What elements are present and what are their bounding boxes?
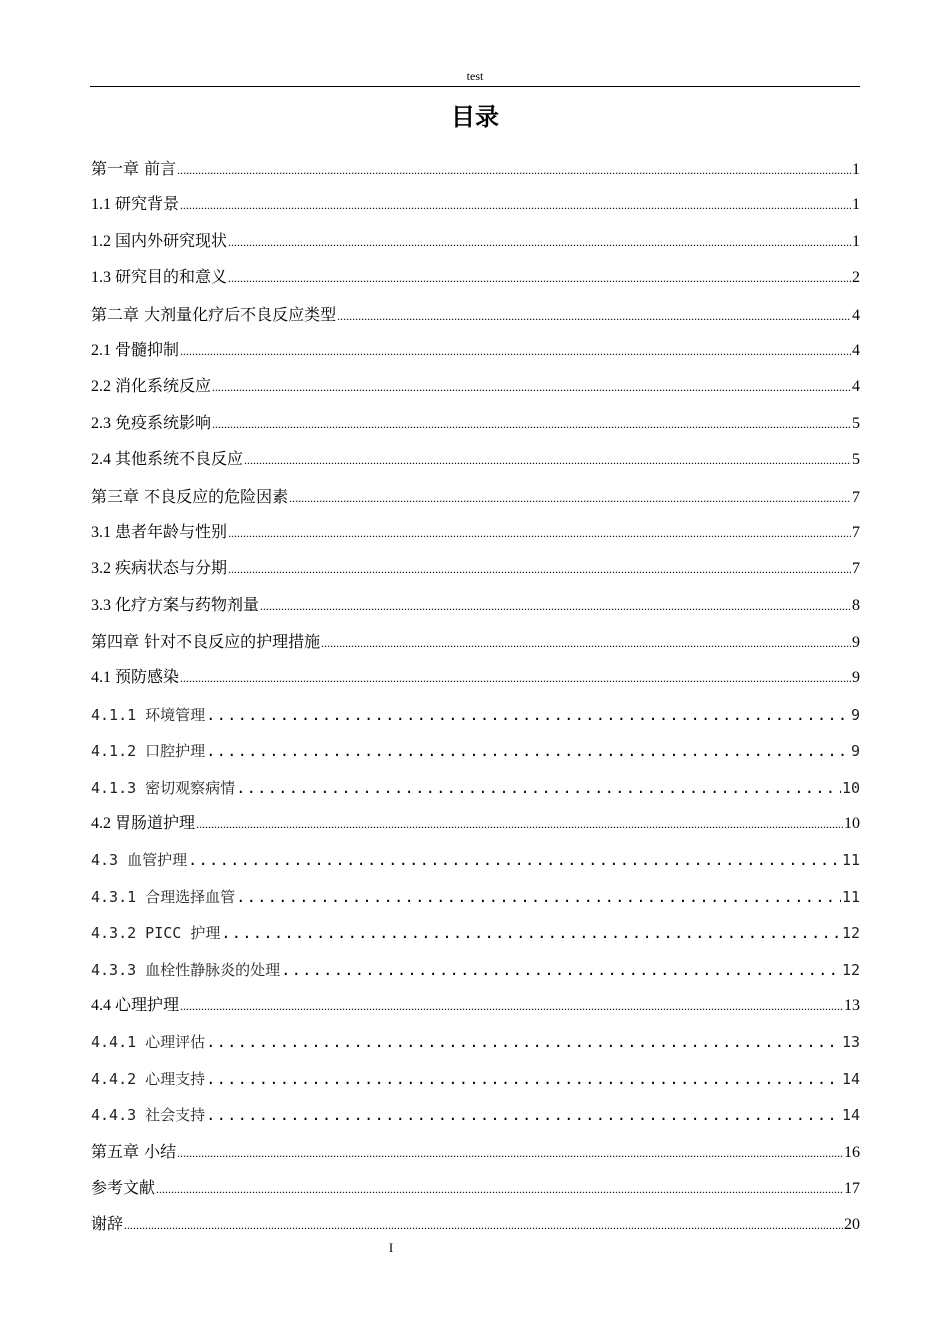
toc-entry[interactable] — [91, 952, 860, 988]
toc-entry[interactable] — [91, 151, 860, 187]
toc-entry[interactable] — [91, 624, 860, 660]
toc-entry-page[interactable]: 17 — [844, 1179, 860, 1197]
toc-entry-page[interactable]: 4 — [852, 341, 860, 359]
toc-entry-page[interactable]: 10 — [844, 815, 860, 833]
toc-dot-leader — [260, 588, 851, 624]
toc-entry-label[interactable]: 3.1 患者年龄与性别 — [91, 523, 228, 541]
toc-entry-page[interactable]: 14 — [841, 1069, 860, 1088]
toc-entry-page[interactable]: 13 — [841, 1033, 860, 1052]
toc-dot-leader — [206, 1024, 841, 1060]
toc-entry-label[interactable]: 4.3 血管护理 — [91, 851, 188, 870]
toc-dot-leader — [337, 298, 851, 334]
toc-dot-leader — [180, 187, 851, 223]
toc-entry[interactable] — [91, 988, 860, 1024]
toc-dot-leader — [188, 842, 841, 878]
toc-entry-label[interactable]: 4.4.2 心理支持 — [91, 1069, 206, 1088]
toc-entry-page[interactable]: 5 — [852, 414, 860, 432]
toc-entry-page[interactable]: 5 — [852, 451, 860, 469]
toc-entry-label[interactable]: 谢辞 — [91, 1214, 124, 1234]
toc-dot-leader — [228, 224, 851, 260]
toc-entry-page[interactable]: 9 — [850, 705, 860, 724]
toc-entry[interactable] — [91, 333, 860, 369]
toc-dot-leader — [177, 152, 851, 188]
toc-entry-label[interactable]: 4.1.2 口腔护理 — [91, 742, 206, 761]
toc-entry[interactable] — [91, 697, 860, 733]
toc-entry[interactable] — [91, 842, 860, 878]
toc-entry-page[interactable]: 1 — [852, 161, 860, 178]
toc-entry-label[interactable]: 2.1 骨髓抑制 — [91, 341, 180, 359]
toc-entry-label[interactable]: 4.3.1 合理选择血管 — [91, 887, 236, 906]
toc-entry-page[interactable]: 11 — [841, 851, 860, 870]
toc-entry-label[interactable]: 第二章 大剂量化疗后不良反应类型 — [91, 304, 337, 324]
toc-entry-label[interactable]: 4.3.3 血栓性静脉炎的处理 — [91, 960, 281, 979]
toc-entry-page[interactable]: 1 — [852, 232, 860, 250]
toc-entry-label[interactable]: 2.2 消化系统反应 — [91, 378, 212, 396]
toc-entry-label[interactable]: 1.1 研究背景 — [91, 196, 180, 214]
toc-entry[interactable] — [91, 770, 860, 806]
toc-dot-leader — [321, 625, 851, 661]
toc-title: 目录 — [451, 103, 499, 131]
toc-dot-leader — [206, 1097, 841, 1133]
toc-entry[interactable] — [91, 406, 860, 442]
toc-entry-page[interactable]: 11 — [841, 887, 860, 906]
toc-dot-leader — [228, 260, 851, 296]
toc-entry[interactable] — [91, 187, 860, 223]
toc-entry-page[interactable]: 10 — [841, 778, 860, 797]
toc-dot-leader — [124, 1207, 843, 1243]
toc-entry[interactable] — [91, 1061, 860, 1097]
toc-entry[interactable] — [91, 660, 860, 696]
toc-dot-leader — [236, 770, 841, 806]
toc-entry[interactable] — [91, 915, 860, 951]
toc-entry[interactable] — [91, 733, 860, 769]
page-header: test — [466, 69, 484, 83]
toc-dot-leader — [228, 515, 851, 551]
toc-entry-page[interactable]: 12 — [841, 960, 860, 979]
toc-dot-leader — [156, 1171, 843, 1207]
toc-entry[interactable] — [91, 442, 860, 478]
toc-entry-label[interactable]: 4.1.1 环境管理 — [91, 705, 206, 724]
toc-entry-page[interactable]: 14 — [841, 1106, 860, 1125]
toc-entry-page[interactable]: 7 — [852, 523, 860, 541]
toc-entry[interactable] — [91, 879, 860, 915]
toc-entry-label[interactable]: 4.1.3 密切观察病情 — [91, 778, 236, 797]
toc-dot-leader — [177, 1135, 843, 1171]
toc-entry-page[interactable]: 16 — [844, 1143, 860, 1161]
toc-dot-leader — [228, 551, 851, 587]
toc-entry[interactable] — [91, 1097, 860, 1133]
toc-entry-label[interactable]: 4.4 心理护理 — [91, 996, 180, 1014]
toc-entry-page[interactable]: 8 — [852, 596, 860, 614]
toc-entry-label[interactable]: 3.3 化疗方案与药物剂量 — [91, 596, 260, 614]
toc-entry-page[interactable]: 7 — [852, 560, 860, 578]
toc-entry[interactable] — [91, 479, 860, 515]
toc-entry-page[interactable]: 7 — [852, 488, 860, 506]
toc-entry-label[interactable]: 2.4 其他系统不良反应 — [91, 451, 244, 469]
toc-dot-leader — [236, 879, 841, 915]
toc-entry-page[interactable]: 4 — [852, 306, 860, 324]
toc-entry[interactable] — [91, 1024, 860, 1060]
toc-entry-page[interactable]: 20 — [844, 1216, 860, 1234]
toc-dot-leader — [281, 952, 841, 988]
toc-entry-page[interactable]: 12 — [841, 924, 860, 943]
toc-entry-page[interactable]: 9 — [852, 634, 860, 652]
toc-dot-leader — [212, 406, 851, 442]
toc-entry-label[interactable]: 2.3 免疫系统影响 — [91, 414, 212, 432]
toc-entry-label[interactable]: 第三章 不良反应的危险因素 — [91, 486, 289, 506]
header-rule — [90, 86, 860, 87]
toc-entry[interactable] — [91, 515, 860, 551]
toc-entry-label[interactable]: 第五章 小结 — [91, 1141, 177, 1161]
toc-dot-leader — [180, 333, 851, 369]
toc-entry-label[interactable]: 1.2 国内外研究现状 — [91, 232, 228, 250]
toc-entry-label[interactable]: 4.4.1 心理评估 — [91, 1033, 206, 1052]
toc-entry-label[interactable]: 参考文献 — [91, 1177, 156, 1197]
page-number: I — [388, 1240, 394, 1255]
toc-entry[interactable] — [91, 297, 860, 333]
toc-dot-leader — [212, 369, 851, 405]
toc-dot-leader — [180, 660, 851, 696]
toc-entry[interactable] — [91, 1134, 860, 1170]
toc-dot-leader — [206, 1061, 841, 1097]
toc-dot-leader — [180, 988, 843, 1024]
toc-entry[interactable] — [91, 1170, 860, 1206]
toc-entry-label[interactable]: 3.2 疾病状态与分期 — [91, 560, 228, 578]
toc-entry-page[interactable]: 13 — [844, 996, 860, 1014]
toc-entry-label[interactable]: 第四章 针对不良反应的护理措施 — [91, 632, 321, 652]
toc-entry[interactable] — [91, 1206, 860, 1242]
toc-entry-label[interactable]: 4.2 胃肠道护理 — [91, 815, 196, 833]
toc-entry[interactable] — [91, 224, 860, 260]
toc-entry-page[interactable]: 4 — [852, 378, 860, 396]
toc-entry[interactable] — [91, 260, 860, 296]
toc-dot-leader — [196, 806, 843, 842]
toc-entry-page[interactable]: 9 — [852, 669, 860, 687]
toc-entry[interactable] — [91, 369, 860, 405]
toc-dot-leader — [206, 733, 850, 769]
toc-entry[interactable] — [91, 588, 860, 624]
toc-entry[interactable] — [91, 551, 860, 587]
toc-entry-page[interactable]: 1 — [852, 196, 860, 214]
toc-dot-leader — [244, 442, 851, 478]
table-of-contents — [91, 151, 860, 1243]
toc-entry-label[interactable]: 4.1 预防感染 — [91, 669, 180, 687]
toc-dot-leader — [289, 480, 851, 516]
toc-dot-leader — [221, 915, 841, 951]
toc-entry-label[interactable]: 1.3 研究目的和意义 — [91, 269, 228, 287]
toc-entry-label[interactable]: 4.3.2 PICC 护理 — [91, 924, 221, 943]
toc-entry-page[interactable]: 2 — [852, 269, 860, 287]
toc-entry[interactable] — [91, 806, 860, 842]
toc-dot-leader — [206, 697, 850, 733]
toc-entry-page[interactable]: 9 — [850, 742, 860, 761]
toc-entry-label[interactable]: 第一章 前言 — [91, 159, 177, 178]
toc-entry-label[interactable]: 4.4.3 社会支持 — [91, 1106, 206, 1125]
